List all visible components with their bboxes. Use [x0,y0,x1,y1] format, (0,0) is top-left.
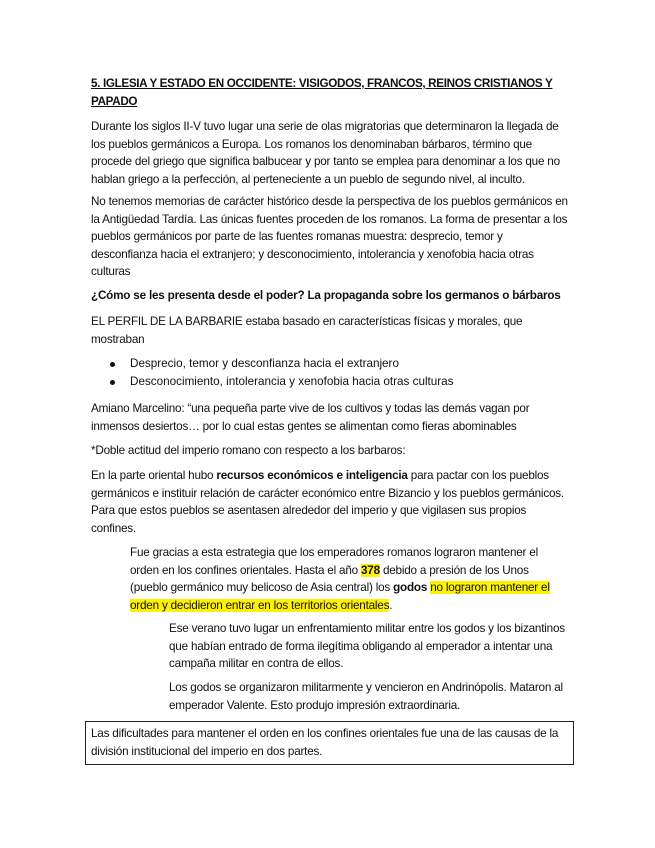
paragraph-barbarie-profile: EL PERFIL DE LA BARBARIE estaba basado en características físicas y morales, que mostraban [91,315,523,346]
paragraph-battle: Ese verano tuvo lugar un enfrentamiento militar entre los godos y los bizantinos que habían entrado de forma ilegítima obligando al emperador a intentar una campaña militar en contra de ellos. [169,622,565,670]
subheading-propaganda: ¿Cómo se les presenta desde el poder? La propaganda sobre los germanos o bárbaros [91,289,561,302]
text-run: En la parte oriental hubo [91,469,217,482]
text-run: . [389,598,393,612]
highlighted-phrase: no lograron mantener el orden y decidieron entrar en los territorios orientales [130,581,550,612]
quote-amiano: Amiano Marcelino: “una pequeña parte vive de los cultivos y todas las demás vagan por inmensos desiertos… por lo cual estas gentes se alimentan como fieras abominables [91,402,530,433]
text-run: para pactar con los pueblos germánicos e instituir relación de carácter económico entre Bizancio y los pueblos germánicos. Para que estos pueblos se asentasen alrededor del imperio y que vigilasen sus propios confines. [91,469,564,535]
godos-bold: godos [393,581,428,594]
text-run: Fue gracias a esta estrategia que los emperadores romanos lograron mantener el orden en los confines orientales. Hasta el año [130,546,538,577]
paragraph-eastern-part [91,467,571,537]
boxed-conclusion: Las dificultades para mantener el orden en los confines orientales fue una de las causas de la división institucional del imperio en dos partes. [85,721,574,765]
paragraph-strategy [130,544,565,614]
bullet-text: Desconocimiento, intolerancia y xenofobia hacia otras culturas [130,374,454,388]
bullet-list [110,355,560,390]
list-item [110,373,560,391]
paragraph-sources: No tenemos memorias de carácter histórico desde la perspectiva de los pueblos germánicos en la Antigüedad Tardía. Las únicas fuentes proceden de los romanos. La forma de presentar a los pueblos germánicos por parte de las fuentes romanas muestra: desprecio, temor y desconfianza hacia el extranjero; y desconocimiento, intolerancia y xenofobia hacia otras culturas [91,195,568,278]
bullet-text: Desprecio, temor y desconfianza hacia el extranjero [130,357,399,370]
paragraph-double-attitude: *Doble actitud del imperio romano con respecto a los barbaros: [91,444,406,457]
bullet-icon [110,380,115,385]
paragraph-migrations: Durante los siglos II-V tuvo lugar una serie de olas migratorias que determinaron la llegada de los pueblos germánicos a Europa. Los romanos los denominaban bárbaros, término que procede del griego que significa balbucear y por tanto se emplea para denominar a los que no hablan griego a la perfección, al perteneciente a un pueblo de segundo nivel, al inculto. [91,120,560,186]
section-title: 5. IGLESIA Y ESTADO EN OCCIDENTE: VISIGODOS, FRANCOS, REINOS CRISTIANOS Y PAPADO [91,77,553,108]
text-run: debido a presión de los Unos (pueblo germánico muy belicoso de Asia central) los [130,563,529,594]
list-item [110,355,560,373]
paragraph-andrinopolis: Los godos se organizaron militarmente y vencieron en Andrinópolis. Mataron al emperador Valente. Esto produjo impresión extraordinaria. [169,681,563,712]
year-highlight: 378 [361,563,380,577]
bullet-icon [110,362,115,367]
bold-phrase: recursos económicos e inteligencia [216,469,408,482]
